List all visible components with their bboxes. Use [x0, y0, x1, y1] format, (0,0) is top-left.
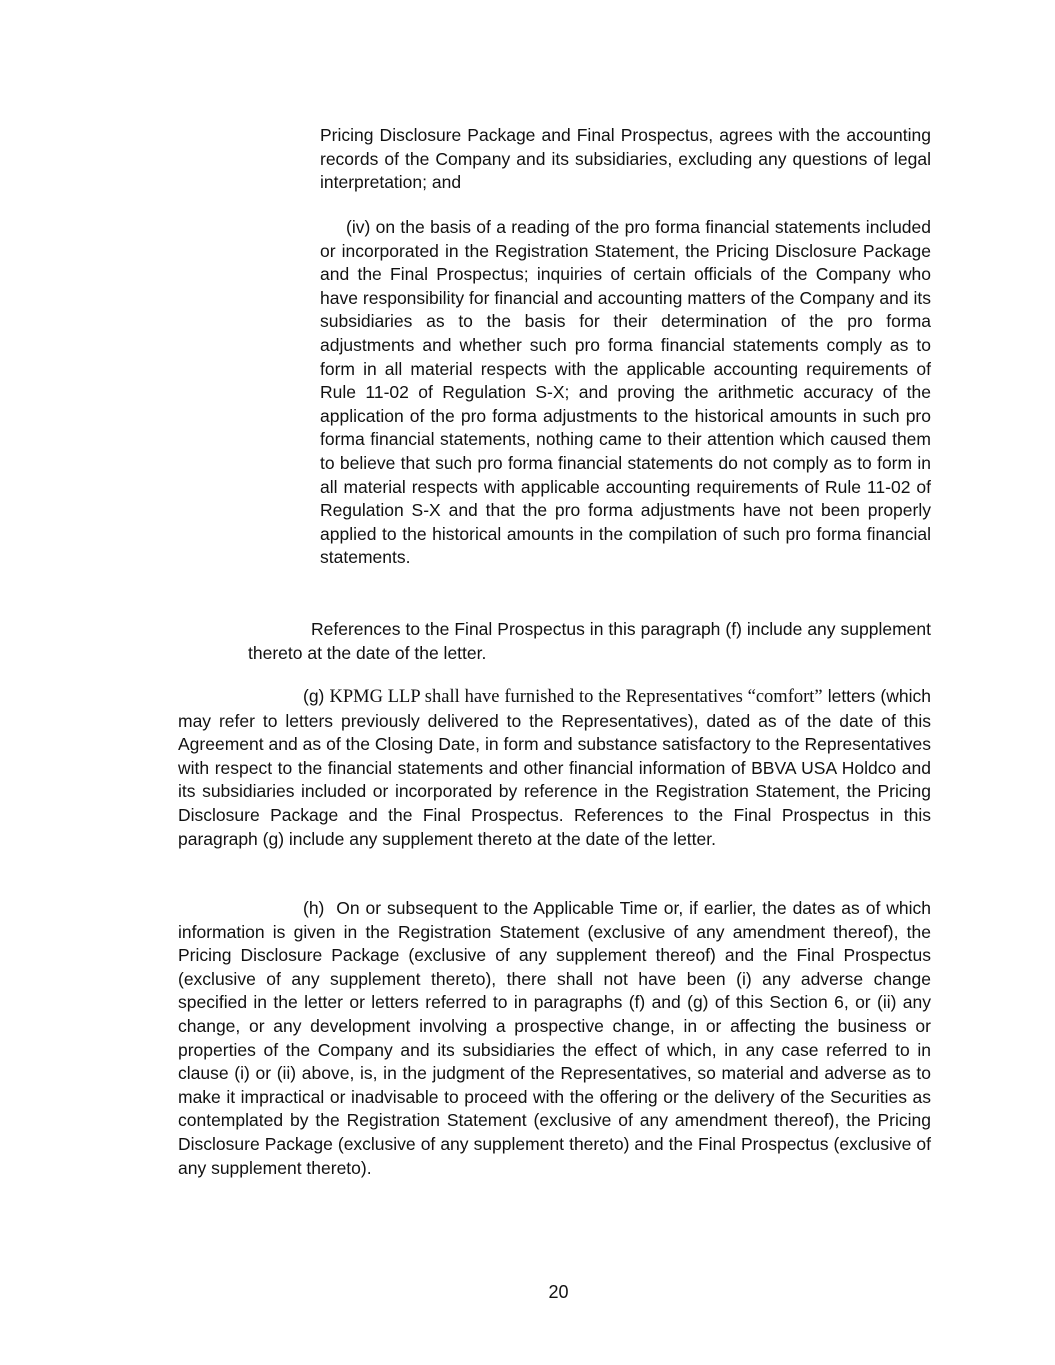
paragraph-f-references: References to the Final Prospectus in this paragraph (f) include any supplement thereto at the date of the letter. [248, 619, 931, 663]
paragraph-g-label: (g) [303, 686, 325, 706]
paragraph-g-body: letters (which may refer to letters previously delivered to the Representatives), dated as of the date of this Agreement and as of the Closing Date, in form and substance satisfactory to the Representatives with respect to the financial statements and other financial information of BBVA USA Holdco and its subsidiaries included or incorporated by reference in the Registration Statement, the Pricing Disclosure Package and the Final Prospectus. References to the Final Prospectus in this paragraph (g) include any supplement thereto at the date of the letter. [178, 686, 931, 849]
paragraph-iii-continuation: Pricing Disclosure Package and Final Prospectus, agrees with the accounting records of the Company and its subsidiaries, excluding any questions of legal interpretation; and [320, 125, 931, 193]
paragraph-iv: (iv) on the basis of a reading of the pro forma financial statements included or incorporated in the Registration Statement, the Pricing Disclosure Package and the Final Prospectus; inquiries of certain officials of the Company who have responsibility for financial and accounting matters of the Company and its subsidiaries as to the basis for their determination of the pro forma adjustments and whether such pro forma financial statements comply as to form in all material respects with the applicable accounting requirements of Rule 11-02 of Regulation S-X; and proving the arithmetic accuracy of the application of the pro forma adjustments to the historical amounts in such pro forma financial statements, nothing came to their attention which caused them to believe that such pro forma financial statements do not comply as to form in all material respects with applicable accounting requirements of Rule 11-02 of Regulation S-X and that the pro forma adjustments have not been properly applied to the historical amounts in the compilation of such pro forma financial statements. [320, 217, 931, 568]
page-number: 20 [548, 1282, 569, 1302]
paragraph-g [178, 685, 931, 851]
paragraph-h: (h) On or subsequent to the Applicable Time or, if earlier, the dates as of which information is given in the Registration Statement (exclusive of any amendment thereof), the Pricing Disclosure Package (exclusive of any supplement thereof) and the Final Prospectus (exclusive of any supplement thereto), there shall not have been (i) any adverse change specified in the letter or letters referred to in paragraphs (f) and (g) of this Section 6, or (ii) any change, or any development involving a prospective change, in or affecting the business or properties of the Company and its subsidiaries the effect of which, in any case referred to in clause (i) or (ii) above, is, in the judgment of the Representatives, so material and adverse as to make it impractical or inadvisable to proceed with the offering or the delivery of the Securities as contemplated by the Registration Statement (exclusive of any amendment thereof), the Pricing Disclosure Package (exclusive of any supplement thereto) and the Final Prospectus (exclusive of any supplement thereto). [178, 898, 931, 1178]
paragraph-g-lead: KPMG LLP shall have furnished to the Representatives “comfort” [329, 687, 823, 707]
